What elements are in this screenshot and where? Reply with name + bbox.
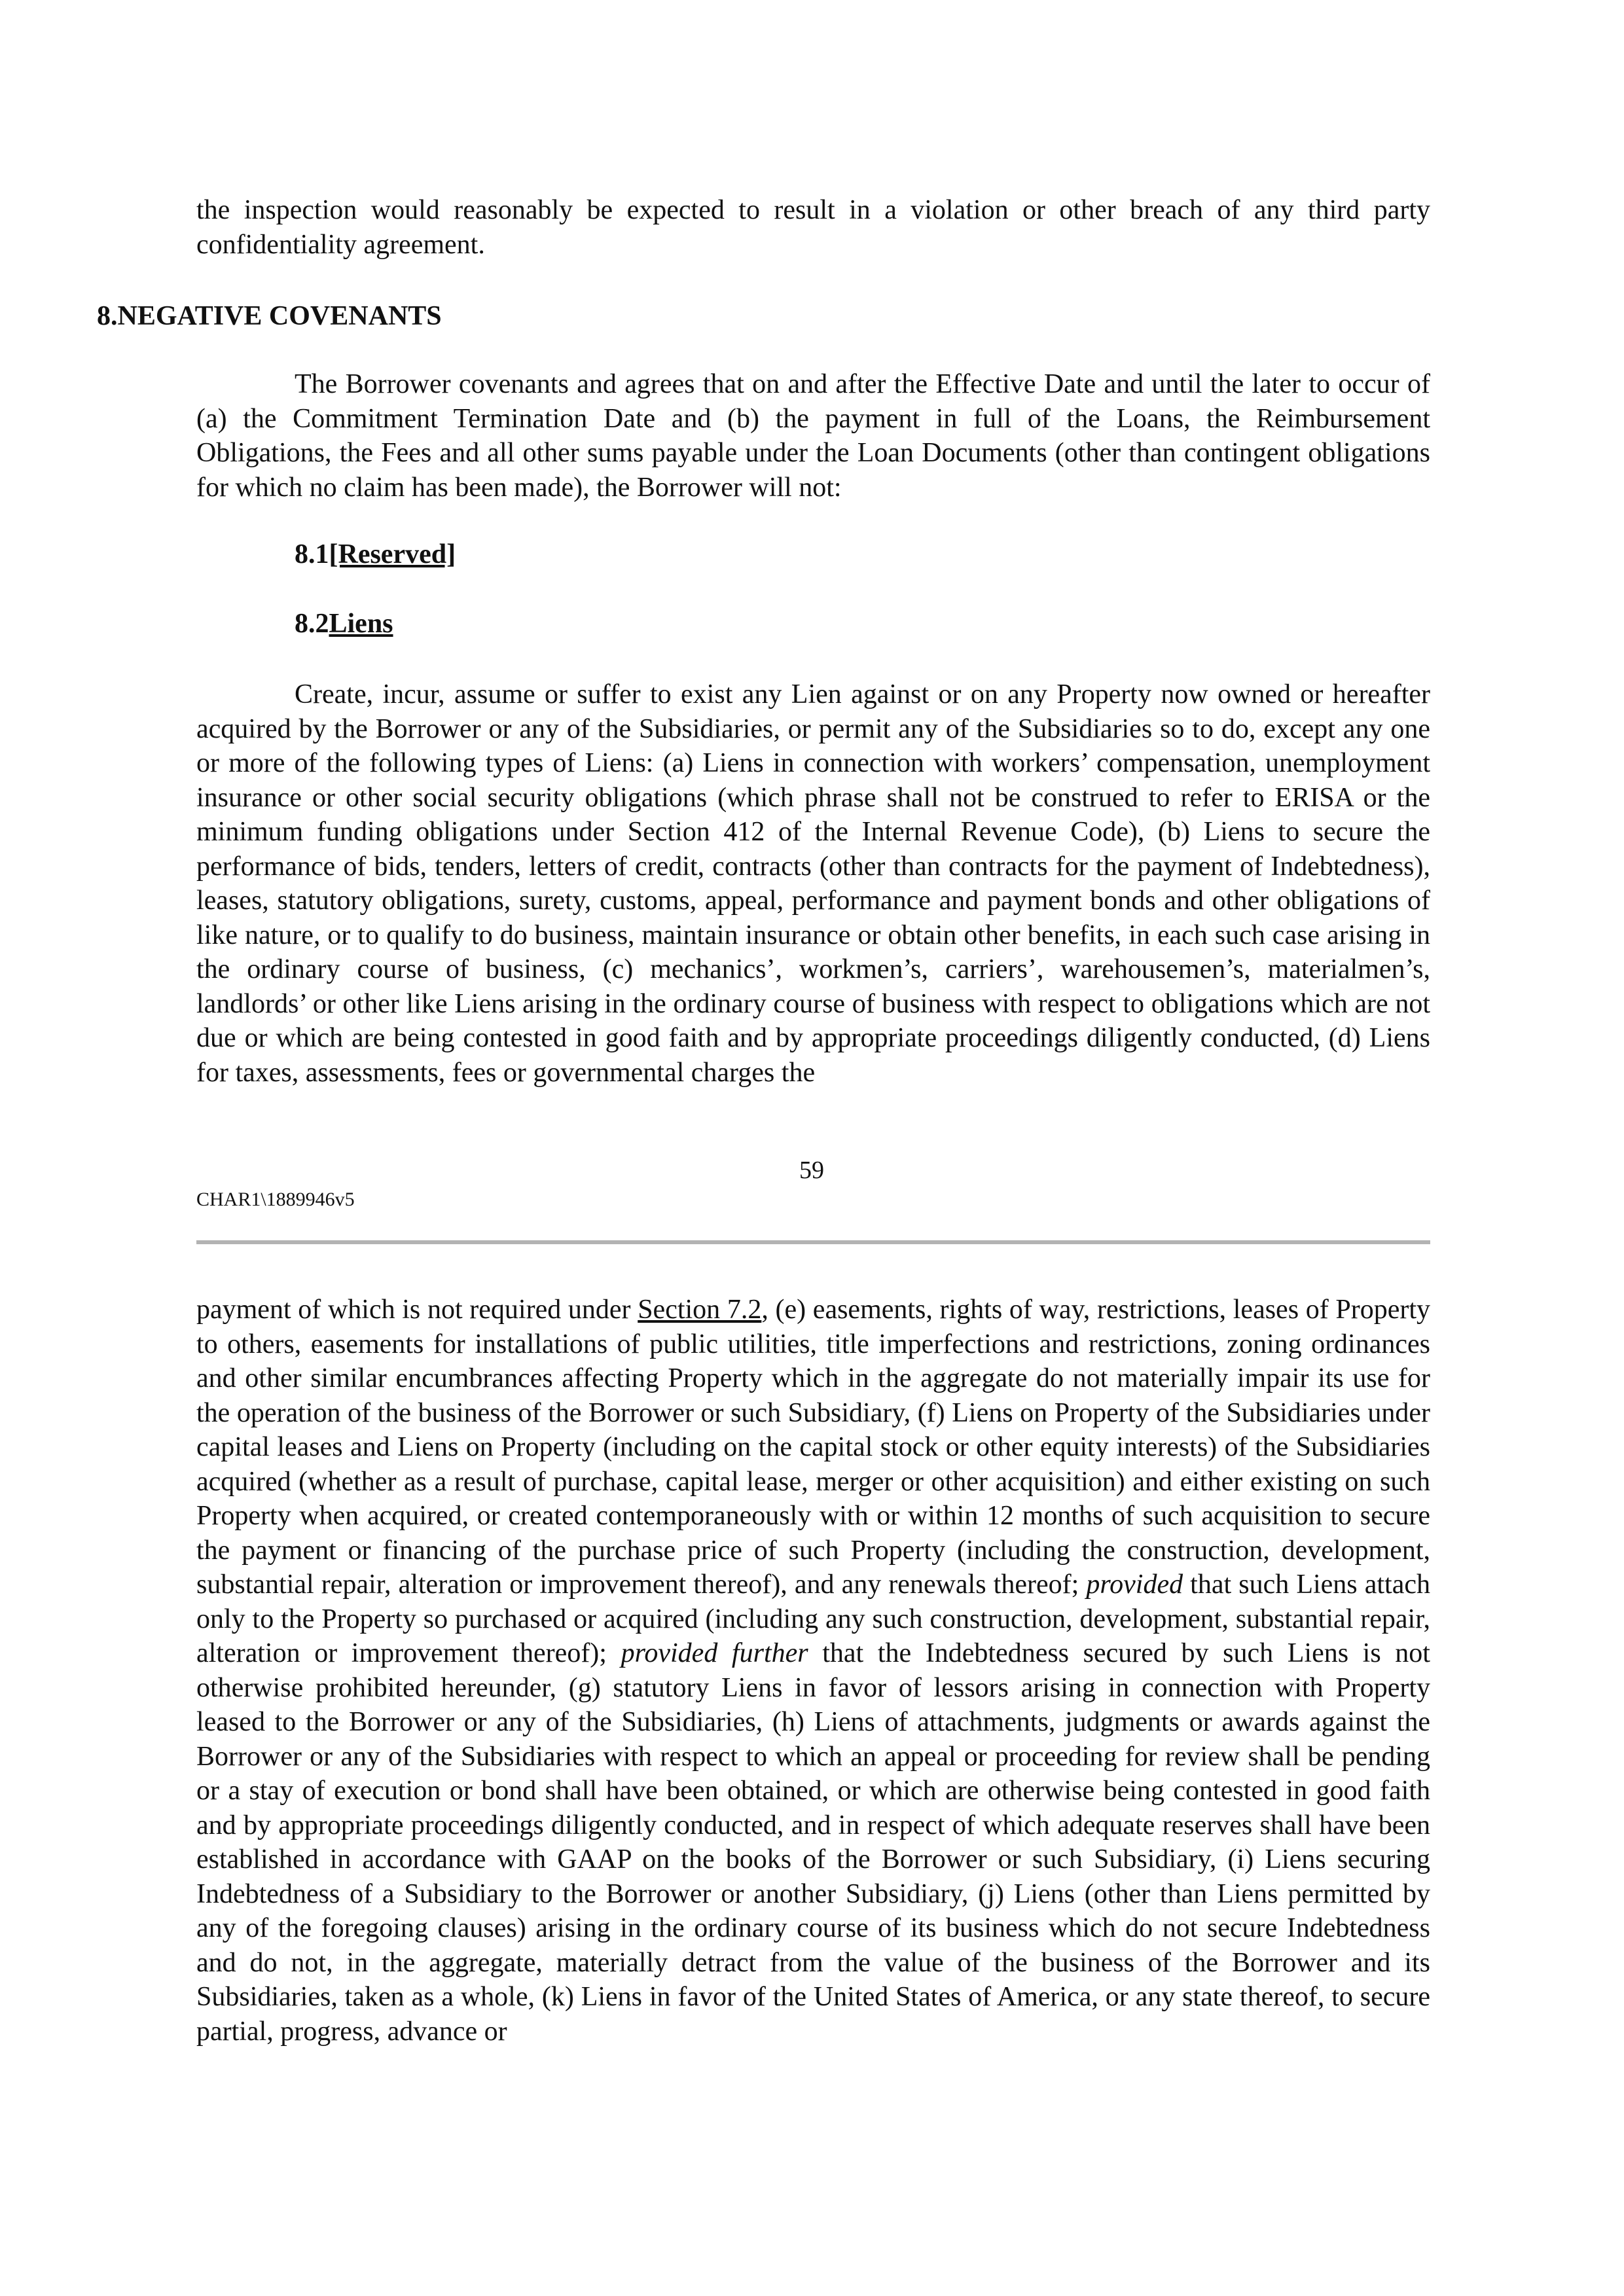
section-heading	[97, 299, 442, 333]
page-number: 59	[799, 1157, 824, 1184]
continuation-paragraph	[196, 1293, 1430, 2049]
text-segment: , (e) easements, rights of way, restrictions, leases of Property to others, easements for installations of public utilities, title imperfections and restrictions, zoning ordinances and other similar encumbrances affecting Property which in the aggregate do not materially impair its use for the operation of the business of the Borrower or such Subsidiary, (f) Liens on Property of the Subsidiaries under capital leases and Liens on Property (including on the capital stock or other equity interests) of the Subsidiaries acquired (whether as a result of purchase, capital lease, merger or other acquisition) and either existing on such Property when acquired, or created contemporaneously with or within 12 months of such acquisition to secure the payment or financing of the purchase price of such Property (including the construction, development, substantial repair, alteration or improvement thereof), and any renewals thereof;	[196, 1295, 1431, 1600]
text-segment: payment of which is not required under	[196, 1295, 638, 1325]
text-segment: that such Liens attach only to the Property so purchased or acquired (including any such construction, development, substantial repair, alteration or improvement thereof);	[196, 1570, 1430, 1668]
intro-paragraph: The Borrower covenants and agrees that on and after the Effective Date and until the later to occur of (a) the Commitment Termination Date and (b) the payment in full of the Loans, the Reimbursement Obligations, the Fees and all other sums payable under the Loan Documents (other than contingent obligations for which no claim has been made), the Borrower will not:	[196, 369, 1430, 503]
section-number: 8.	[97, 301, 118, 331]
document-id: CHAR1\1889946v5	[196, 1189, 355, 1210]
liens-paragraph: Create, incur, assume or suffer to exist any Lien against or on any Property now owned or hereafter acquired by the Borrower or any of the Subsidiaries, or permit any of the Subsidiaries so to do, except any one or more of the following types of Liens: (a) Liens in connection with workers’ compensation, unemployment insurance or other social security obligations (which phrase shall not be construed to refer to ERISA or the minimum funding obligations under Section 412 of the Internal Revenue Code), (b) Liens to secure the performance of bids, tenders, letters of credit, contracts (other than contracts for the payment of Indebtedness), leases, statutory obligations, surety, customs, appeal, performance and payment bonds and other obligations of like nature, or to qualify to do business, maintain insurance or obtain other benefits, in each such case arising in the ordinary course of business, (c) mechanics’, workmen’s, carriers’, warehousemen’s, materialmen’s, landlords’ or other like Liens arising in the ordinary course of business with respect to obligations which are not due or which are being contested in good faith and by appropriate proceedings diligently conducted, (d) Liens for taxes, assessments, fees or governmental charges the	[196, 679, 1430, 1088]
subsection-title: [Reserved]	[329, 539, 456, 569]
subsection-heading-8-1	[295, 537, 456, 571]
subsection-heading-8-2	[295, 607, 393, 641]
subsection-number: 8.2	[295, 609, 329, 639]
subsection-number: 8.1	[295, 539, 329, 569]
text-segment: that the Indebtedness secured by such Liens is not otherwise prohibited hereunder, (g) statutory Liens in favor of lessors arising in connection with Property leased to the Borrower or any of the Subsidiaries, (h) Liens of attachments, judgments or awards against the Borrower or any of the Subsidiaries with respect to which an appeal or proceeding for review shall be pending or a stay of execution or bond shall have been obtained, or which are otherwise being contested in good faith and by appropriate proceedings diligently conducted, and in respect of which adequate reserves shall have been established in accordance with GAAP on the books of the Borrower or such Subsidiary, (i) Liens securing Indebtedness of a Subsidiary to the Borrower or another Subsidiary, (j) Liens (other than Liens permitted by any of the foregoing clauses) arising in the ordinary course of its business which do not secure Indebtedness and do not, in the aggregate, materially detract from the value of the business of the Borrower and its Subsidiaries, taken as a whole, (k) Liens in favor of the United States of America, or any state thereof, to secure partial, progress, advance or	[196, 1638, 1430, 2047]
carryover-paragraph: the inspection would reasonably be expected to result in a violation or other breach of any third party confidentiality agreement.	[196, 195, 1430, 260]
page-break-divider	[196, 1240, 1430, 1244]
italic-term: provided	[1086, 1570, 1183, 1600]
subsection-title: Liens	[329, 609, 393, 639]
section-reference-link: Section 7.2	[638, 1295, 762, 1325]
section-title: NEGATIVE COVENANTS	[117, 301, 442, 331]
italic-term: provided further	[621, 1638, 808, 1668]
